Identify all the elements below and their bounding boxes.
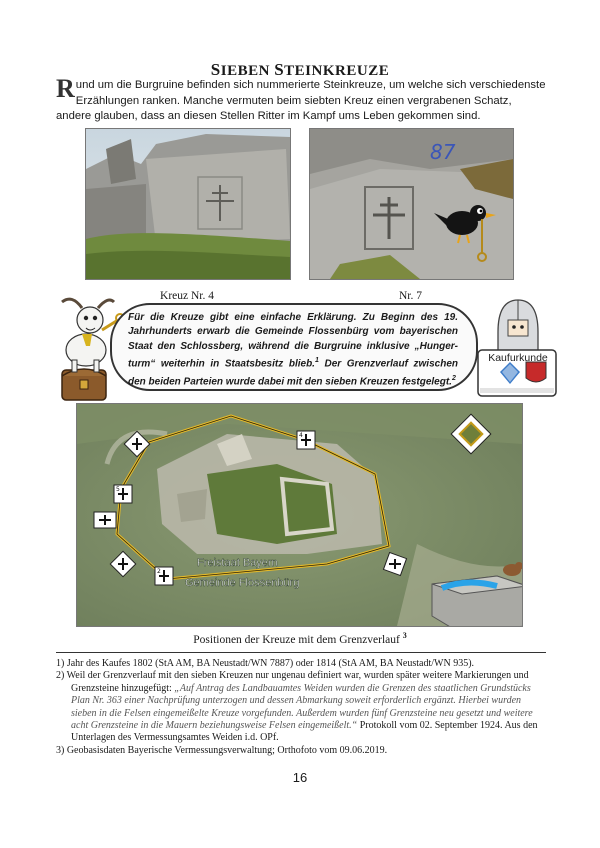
photo-caption-1: Kreuz Nr. 4 (160, 290, 214, 302)
label-state: Freistaat Bayern (197, 557, 278, 569)
cross-marker-5 (114, 485, 132, 503)
svg-text:2: 2 (157, 568, 161, 575)
page-number: 16 (292, 770, 308, 785)
footnotes (56, 658, 548, 757)
footnote-separator (56, 652, 546, 653)
svg-text:5: 5 (116, 486, 120, 493)
photo-caption-2: Nr. 7 (399, 290, 422, 302)
footnote-2: 2) Weil der Grenzverlauf mit den sieben Kreuzen nur ungenau definiert war, wurden später weitere Markierungen und Grenzsteine hinzugefügt: „Auf Antrag des Landbauamtes Weiden wurden die Grenzen des staatlichen Grundstücks Plan Nr. 363 einer Nachprüfung unterzogen und dessen Abmarkung soweit erforderlich ergänzt. Hierbei wurden sieben in die Felsen eingemeißelte Kreuze vorgefunden. Außerdem wurden fünf Grenzsteine neu gesetzt und weitere acht Grenzsteine in die Mauern beziehungsweise Felsen eingemeißelt.“ Protokoll vom 02. September 1924. Aus den Unterlagen des Vermessungsamtes Weiden i.d. OPf. (56, 670, 538, 744)
speech-text: Für die Kreuze gibt eine einfache Erklärung. Zu Beginn des 19. Jahrhunderts erwarb die Gemeinde Flossenbürg vom bayerischen Staat den Schlossberg, während die Burgruine inklusive „Hunger-turm“ weiterhin in Staatsbesitz blieb.$^1$ Der Grenzverlauf zwischen den beiden Parteien wurde dabei mit den sieben Kreuzen festgelegt.$^2$ (128, 312, 458, 387)
photo-cross-4 (85, 128, 291, 280)
sign-label: Kaufurkunde (488, 352, 548, 364)
cross-marker-4 (297, 431, 315, 449)
svg-text:4: 4 (299, 432, 303, 439)
photo-cross-7 (309, 128, 514, 280)
footnote-1: 1) Jahr des Kaufes 1802 (StA AM, BA Neustadt/WN 7887) oder 1814 (StA AM, BA Neustadt/WN 935). (56, 658, 475, 669)
cross-marker-2 (155, 567, 173, 585)
drop-cap: R (56, 74, 75, 103)
map-caption: Positionen der Kreuze mit dem Grenzverlauf $^3$ (193, 631, 407, 646)
intro-paragraph (56, 74, 546, 125)
cross-marker-6 (94, 512, 116, 528)
page-title: SIEBEN STEINKREUZE (210, 60, 390, 79)
aerial-map (76, 403, 523, 627)
label-municipality: Gemeinde Flossenbürg (185, 577, 300, 589)
footnote-3: 3) Geobasisdaten Bayerische Vermessungsverwaltung; Orthofoto vom 09.06.2019. (56, 744, 388, 756)
intro-text: und um die Burgruine befinden sich nummerierte Steinkreuze, um welche sich verschiedenste Erzählungen ranken. Manche vermuten beim siebten Kreuz einen vergrabenen Schatz, andere glauben, dass an diesen Stellen Ritter im Kampf ums Leben gekommen sind. (56, 79, 546, 122)
graffiti-mark: 87 (430, 140, 456, 164)
knight-mascot (474, 292, 560, 404)
